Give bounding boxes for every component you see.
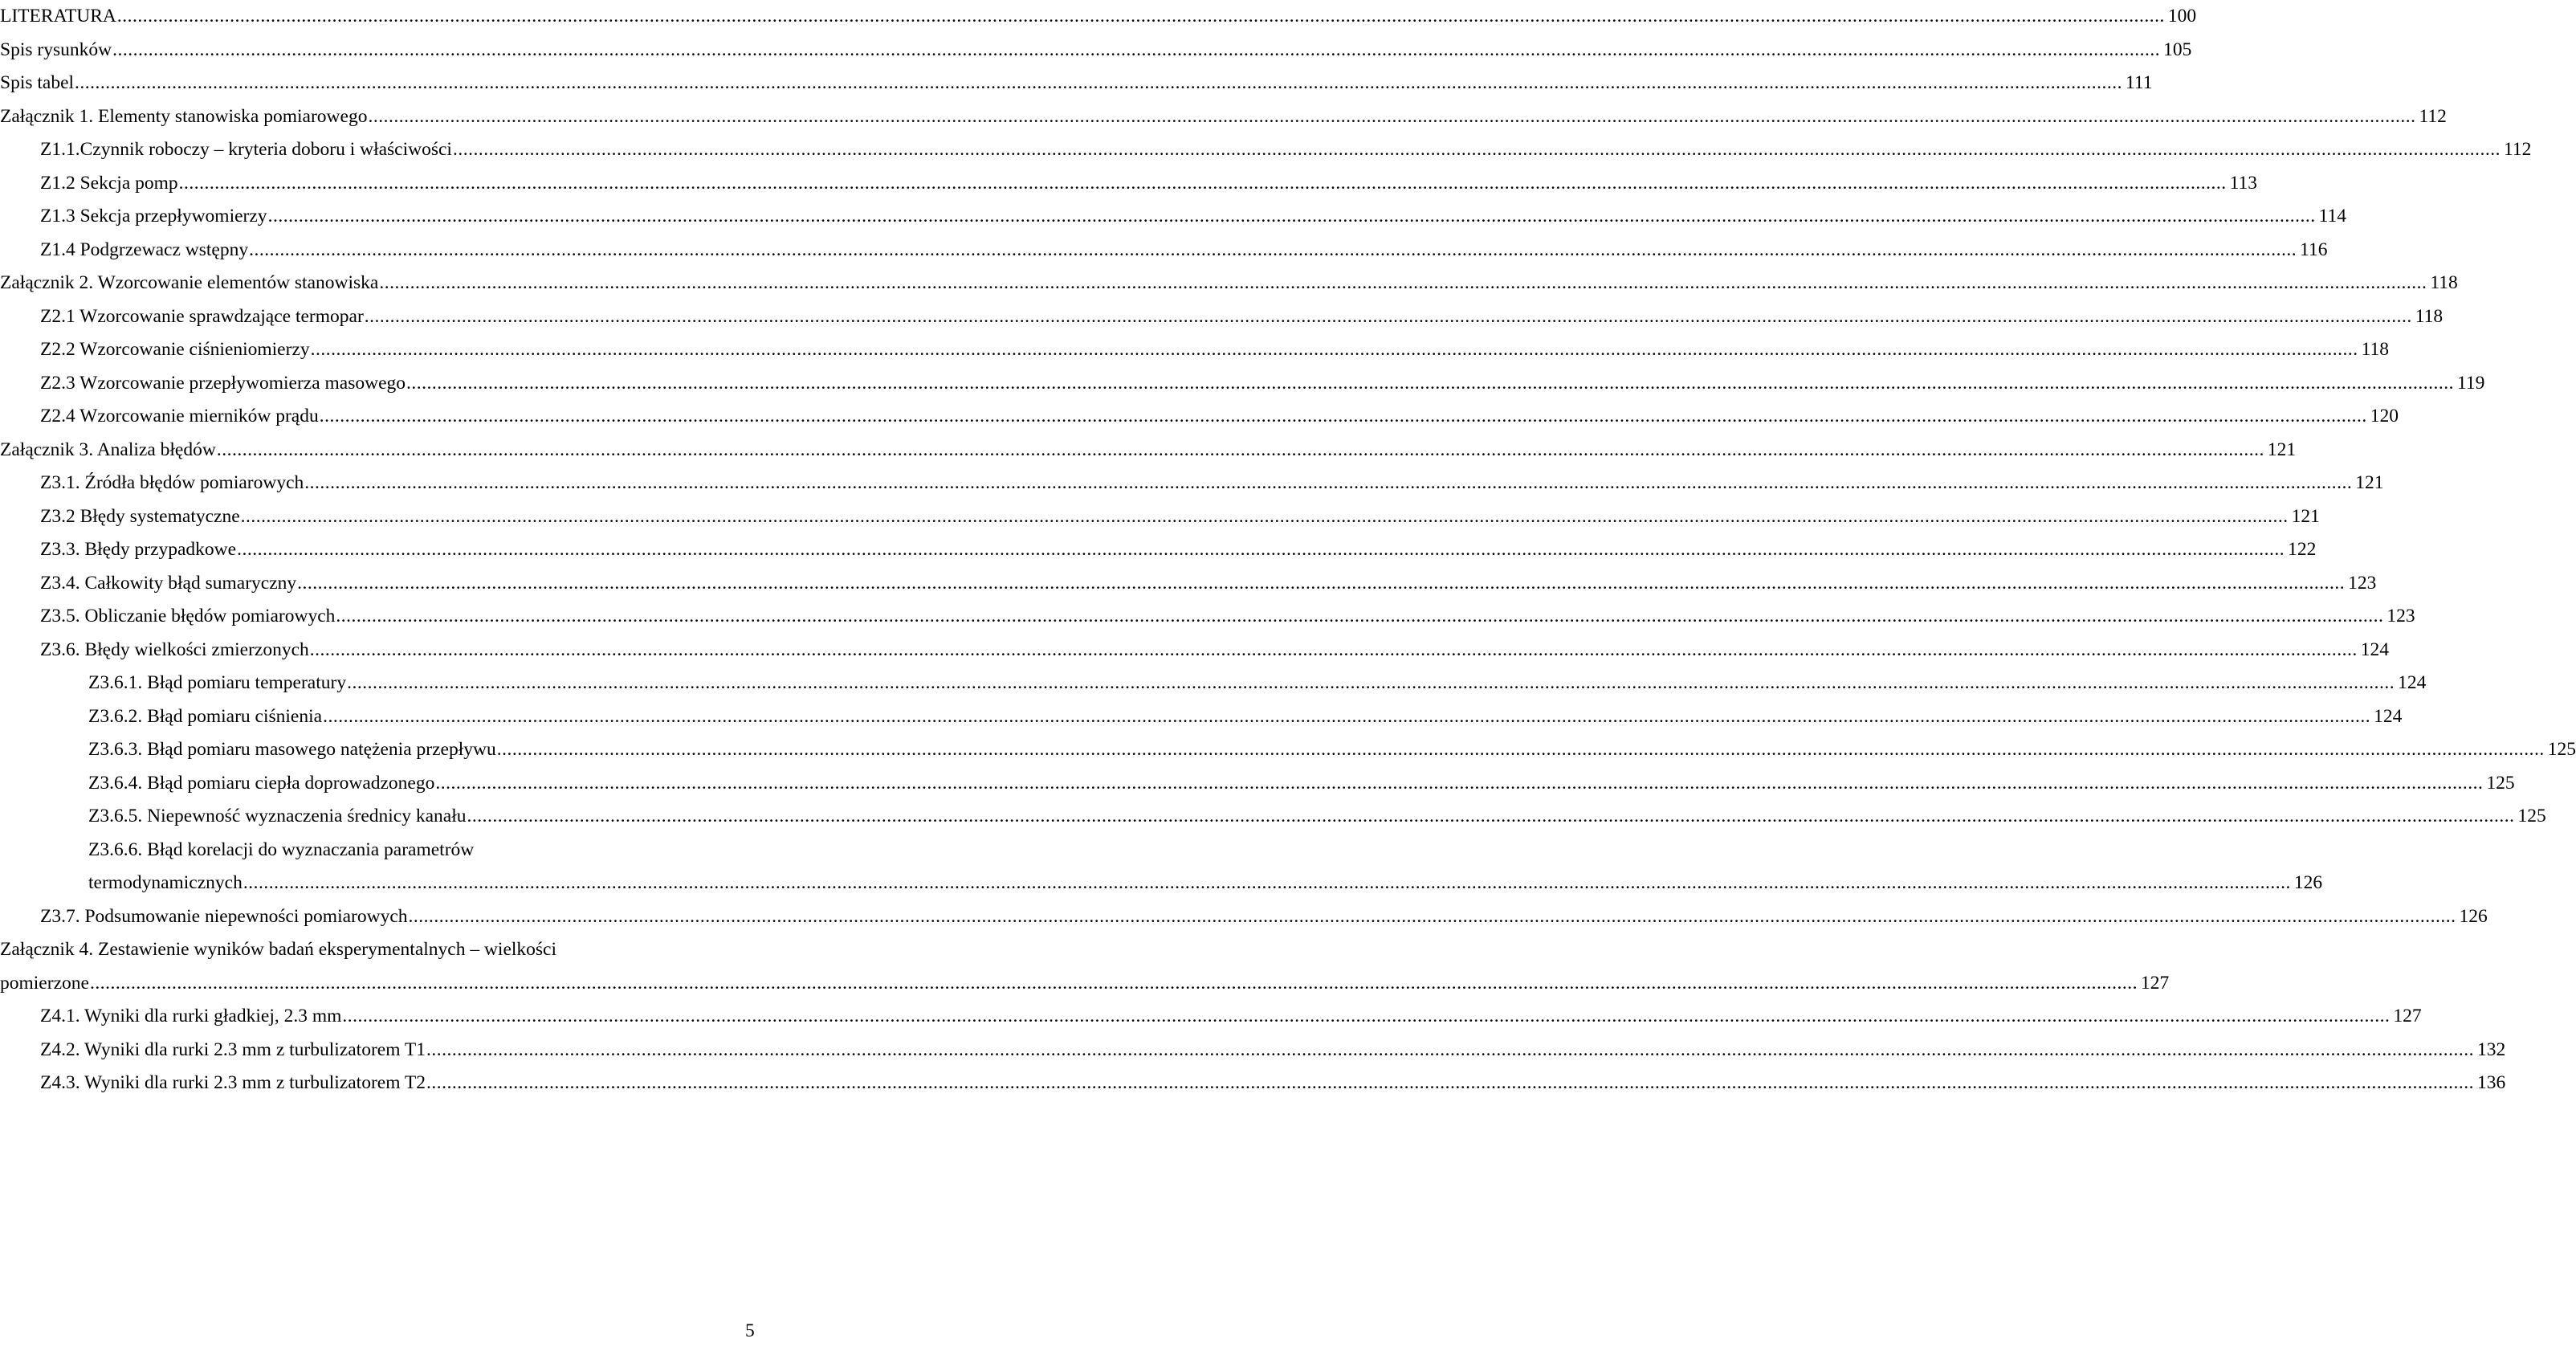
dot-leader: ................................................................................................................................................................................................................................................................................................................................................................................................................: [237, 539, 2285, 560]
toc-entry-page: 112: [2503, 139, 2532, 160]
toc-entry-title: termodynamicznych: [88, 872, 243, 893]
toc-entry[interactable]: [0, 733, 2576, 767]
toc-entry-title: Z1.1.Czynnik roboczy – kryteria doboru i właściwości: [40, 139, 452, 160]
toc-entry-page: 121: [2355, 472, 2384, 493]
toc-entry-title: Z4.3. Wyniki dla rurki 2.3 mm z turbulizatorem T2: [40, 1072, 426, 1093]
toc-entry-title: LITERATURA: [0, 6, 116, 27]
toc-entry[interactable]: [0, 400, 2399, 434]
dot-leader: ................................................................................................................................................................................................................................................................................................................................................................................................................: [243, 872, 2291, 893]
toc-entry[interactable]: [0, 933, 759, 967]
toc-entry-page: 121: [2291, 505, 2320, 527]
toc-entry-page: 113: [2229, 172, 2258, 194]
toc-entry-page: 118: [2361, 339, 2390, 360]
dot-leader: ................................................................................................................................................................................................................................................................................................................................................................................................................: [323, 705, 2371, 727]
dot-leader: ................................................................................................................................................................................................................................................................................................................................................................................................................: [426, 1072, 2475, 1093]
dot-leader: ................................................................................................................................................................................................................................................................................................................................................................................................................: [496, 739, 2545, 760]
toc-entry-title: Z3.6.6. Błąd korelacji do wyznaczania parametrów: [88, 839, 475, 860]
toc-entry-title: Z3.4. Całkowity błąd sumaryczny: [40, 572, 297, 594]
dot-leader: ................................................................................................................................................................................................................................................................................................................................................................................................................: [297, 572, 2346, 594]
toc-entry-page: 105: [2163, 39, 2192, 60]
toc-entry[interactable]: [0, 300, 2444, 334]
toc-entry-title: Załącznik 2. Wzorcowanie elementów stanowiska: [0, 272, 379, 293]
toc-entry-title: Z1.3 Sekcja przepływomierzy: [40, 206, 267, 226]
toc-entry[interactable]: [0, 234, 2328, 267]
toc-entry[interactable]: [0, 700, 2403, 734]
toc-entry-page: 125: [2547, 739, 2576, 760]
toc-entry[interactable]: [0, 200, 2346, 234]
toc-entry-page: 124: [2374, 705, 2403, 727]
toc-entry-page: 125: [2486, 772, 2515, 794]
toc-entry[interactable]: [0, 67, 2153, 100]
toc-entry-page: 127: [2140, 972, 2170, 994]
toc-entry-title: Z1.4 Podgrzewacz wstępny: [40, 239, 249, 260]
toc-entry-title: Załącznik 4. Zestawienie wyników badań eksperymentalnych – wielkości: [0, 939, 557, 960]
dot-leader: ................................................................................................................................................................................................................................................................................................................................................................................................................: [309, 639, 2358, 660]
dot-leader: ................................................................................................................................................................................................................................................................................................................................................................................................................: [406, 372, 2455, 394]
toc-entry-title: Z3.7. Podsumowanie niepewności pomiarowych: [40, 905, 408, 927]
toc-entry[interactable]: [0, 1000, 2422, 1034]
toc-entry-title: Z3.1. Źródła błędów pomiarowych: [40, 472, 304, 493]
toc-entry-page: 124: [2360, 639, 2390, 660]
toc-entry-title: Z3.6.1. Błąd pomiaru temperatury: [88, 672, 347, 693]
toc-entry-page: 136: [2477, 1072, 2506, 1093]
toc-entry-title: Spis rysunków: [0, 39, 112, 60]
toc-entry[interactable]: [0, 1034, 2506, 1067]
toc-entry-title: Z3.3. Błędy przypadkowe: [40, 539, 237, 560]
toc-entry[interactable]: [0, 900, 2488, 934]
toc-entry-title: Z3.5. Obliczanie błędów pomiarowych: [40, 606, 336, 626]
toc-entry[interactable]: [0, 634, 2390, 667]
toc-entry-page: 112: [2419, 105, 2447, 127]
toc-entry[interactable]: [0, 667, 2427, 700]
dot-leader: ................................................................................................................................................................................................................................................................................................................................................................................................................: [342, 1006, 2391, 1026]
toc-entry-page: 132: [2477, 1039, 2506, 1060]
toc-entry-page: 121: [2267, 439, 2297, 460]
toc-entry[interactable]: [0, 967, 2170, 1001]
toc-entry[interactable]: [0, 367, 2485, 401]
toc-entry[interactable]: [0, 800, 2546, 834]
toc-entry-title: Załącznik 1. Elementy stanowiska pomiarowego: [0, 105, 368, 127]
dot-leader: ................................................................................................................................................................................................................................................................................................................................................................................................................: [178, 172, 2227, 194]
toc-entry[interactable]: [0, 167, 2258, 201]
dot-leader: ................................................................................................................................................................................................................................................................................................................................................................................................................: [452, 139, 2501, 160]
toc-entry-title: Spis tabel: [0, 72, 75, 93]
toc-entry[interactable]: [0, 533, 2317, 567]
dot-leader: ................................................................................................................................................................................................................................................................................................................................................................................................................: [240, 505, 2289, 527]
toc-entry-page: 127: [2393, 1006, 2422, 1026]
toc-entry-title: Z4.1. Wyniki dla rurki gładkiej, 2.3 mm: [40, 1006, 342, 1026]
dot-leader: ................................................................................................................................................................................................................................................................................................................................................................................................................: [310, 339, 2358, 360]
dot-leader: ................................................................................................................................................................................................................................................................................................................................................................................................................: [216, 439, 2264, 460]
toc-entry[interactable]: [0, 600, 2415, 634]
toc-entry-page: 126: [2459, 905, 2488, 927]
toc-entry-page: 118: [2415, 305, 2444, 327]
dot-leader: ................................................................................................................................................................................................................................................................................................................................................................................................................: [379, 272, 2427, 293]
toc-entry-title: Z1.2 Sekcja pomp: [40, 172, 178, 194]
toc-entry[interactable]: [0, 0, 2197, 34]
toc-entry[interactable]: [0, 767, 2515, 801]
dot-leader: ................................................................................................................................................................................................................................................................................................................................................................................................................: [347, 672, 2395, 693]
toc-entry[interactable]: [0, 1067, 2506, 1100]
toc-entry-page: 122: [2288, 539, 2317, 560]
toc-entry-title: Z2.3 Wzorcowanie przepływomierza masowego: [40, 372, 406, 394]
dot-leader: ................................................................................................................................................................................................................................................................................................................................................................................................................: [364, 305, 2412, 327]
dot-leader: ................................................................................................................................................................................................................................................................................................................................................................................................................: [112, 39, 2161, 60]
toc-entry[interactable]: [0, 133, 2532, 167]
page-number: 5: [745, 1320, 755, 1341]
toc-entry-title: Z3.6. Błędy wielkości zmierzonych: [40, 639, 309, 660]
toc-entry-page: 126: [2293, 872, 2323, 893]
toc-entry-title: Z3.2 Błędy systematyczne: [40, 505, 240, 527]
toc-entry-page: 100: [2167, 6, 2197, 27]
dot-leader: ................................................................................................................................................................................................................................................................................................................................................................................................................: [75, 72, 2123, 93]
toc-entry-title: Z2.4 Wzorcowanie mierników prądu: [40, 406, 319, 426]
toc-entry-page: 118: [2430, 272, 2458, 293]
dot-leader: ................................................................................................................................................................................................................................................................................................................................................................................................................: [408, 905, 2456, 927]
toc-entry[interactable]: [0, 467, 2384, 500]
dot-leader: ................................................................................................................................................................................................................................................................................................................................................................................................................: [467, 806, 2515, 826]
toc-entry-title: Z3.6.5. Niepewność wyznaczenia średnicy kanału: [88, 806, 467, 826]
dot-leader: ................................................................................................................................................................................................................................................................................................................................................................................................................: [426, 1039, 2475, 1060]
toc-entry-title: Z3.6.4. Błąd pomiaru ciepła doprowadzonego: [88, 772, 435, 794]
toc-entry-title: Z2.2 Wzorcowanie ciśnieniomierzy: [40, 339, 310, 360]
toc-entry-title: Z3.6.2. Błąd pomiaru ciśnienia: [88, 705, 323, 727]
toc-entry-page: 116: [2300, 239, 2328, 260]
dot-leader: ................................................................................................................................................................................................................................................................................................................................................................................................................: [435, 772, 2484, 794]
toc-entry-title: Załącznik 3. Analiza błędów: [0, 439, 216, 460]
toc-entry-page: 124: [2398, 672, 2427, 693]
toc-entry-page: 114: [2318, 206, 2346, 226]
toc-entry[interactable]: [0, 867, 2323, 900]
toc-entry-title: Z3.6.3. Błąd pomiaru masowego natężenia przepływu: [88, 739, 496, 760]
toc-entry-page: 123: [2348, 572, 2377, 594]
toc-entry-title: Z2.1 Wzorcowanie sprawdzające termopar: [40, 305, 364, 327]
toc-entry[interactable]: [0, 500, 2320, 534]
toc-entry-page: 123: [2386, 606, 2415, 626]
toc-entry[interactable]: [0, 567, 2377, 601]
toc-entry-page: 120: [2370, 406, 2399, 426]
dot-leader: ................................................................................................................................................................................................................................................................................................................................................................................................................: [89, 972, 2138, 994]
toc-entry-page: 119: [2457, 372, 2485, 394]
toc-entry[interactable]: [0, 834, 759, 867]
dot-leader: ................................................................................................................................................................................................................................................................................................................................................................................................................: [319, 406, 2367, 426]
toc-entry-page: 125: [2517, 806, 2546, 826]
toc-entry[interactable]: [0, 34, 2192, 67]
dot-leader: ................................................................................................................................................................................................................................................................................................................................................................................................................: [368, 105, 2416, 127]
toc-entry-title: pomierzone: [0, 972, 89, 994]
dot-leader: ................................................................................................................................................................................................................................................................................................................................................................................................................: [304, 472, 2353, 493]
toc-entry[interactable]: [0, 100, 2447, 134]
toc-entry[interactable]: [0, 267, 2458, 300]
toc-entry-page: 111: [2126, 72, 2153, 93]
toc-entry[interactable]: [0, 333, 2390, 367]
toc-entry-title: Z4.2. Wyniki dla rurki 2.3 mm z turbulizatorem T1: [40, 1039, 426, 1060]
dot-leader: ................................................................................................................................................................................................................................................................................................................................................................................................................: [267, 206, 2316, 226]
dot-leader: ................................................................................................................................................................................................................................................................................................................................................................................................................: [336, 606, 2384, 626]
dot-leader: ................................................................................................................................................................................................................................................................................................................................................................................................................: [116, 6, 2165, 27]
toc-entry[interactable]: [0, 434, 2297, 467]
dot-leader: ................................................................................................................................................................................................................................................................................................................................................................................................................: [249, 239, 2297, 260]
